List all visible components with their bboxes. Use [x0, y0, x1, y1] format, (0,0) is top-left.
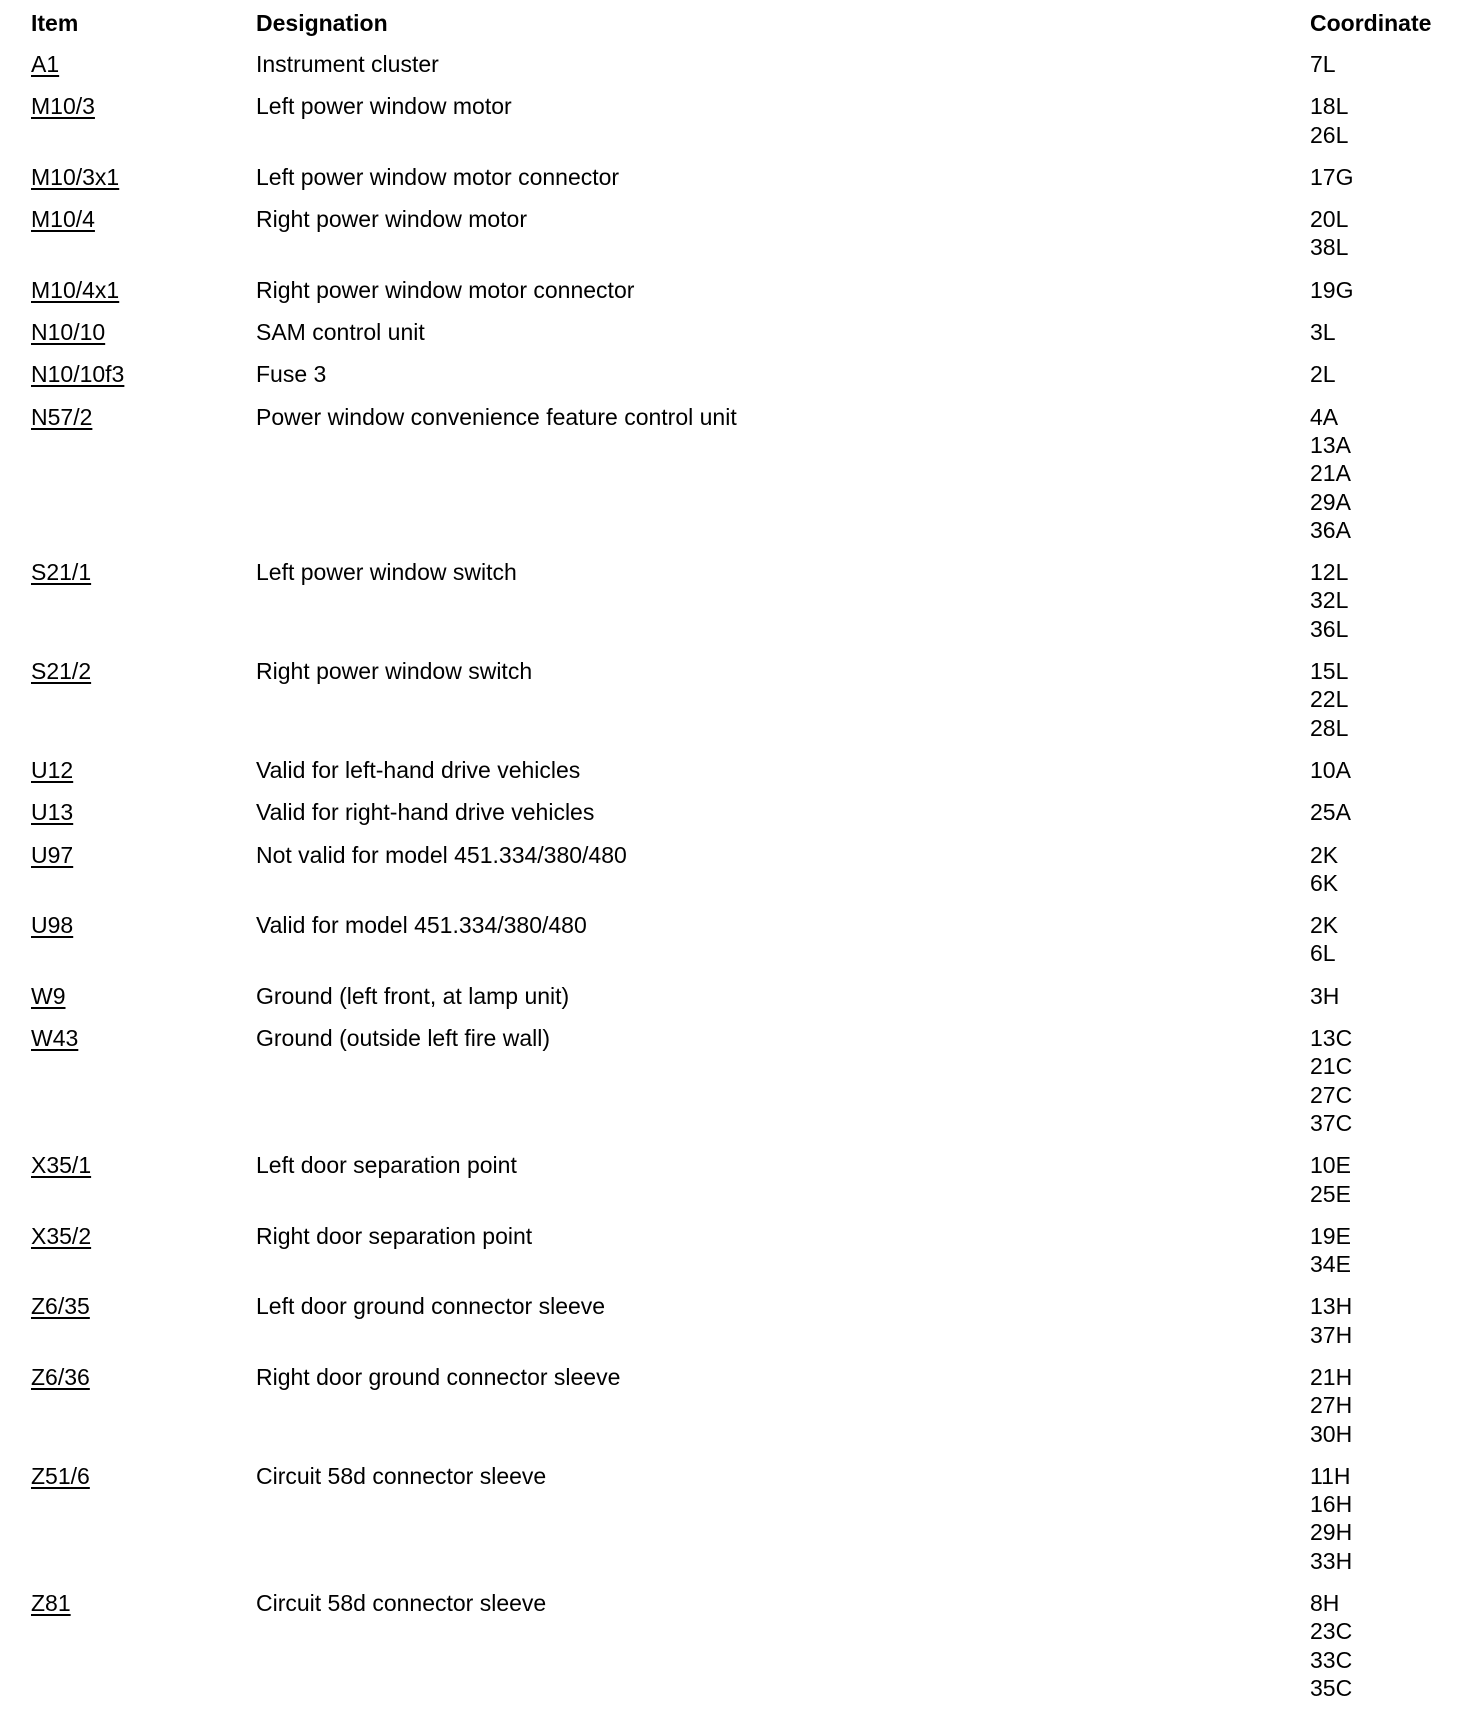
designation-text: Left door separation point — [256, 1152, 517, 1179]
item-link[interactable]: Z81 — [31, 1590, 71, 1617]
designation-text: Right power window motor connector — [256, 276, 635, 303]
designation-text: Left power window motor — [256, 93, 512, 120]
item-link[interactable]: Z51/6 — [31, 1462, 90, 1489]
coordinate-list — [1310, 276, 1353, 304]
coordinate-list — [1310, 657, 1348, 742]
designation-text: Valid for model 451.334/380/480 — [256, 912, 587, 939]
coordinate-list — [1310, 982, 1339, 1010]
item-link[interactable]: N10/10 — [31, 319, 106, 346]
coordinate-value: 7L — [1310, 51, 1336, 77]
table-row — [0, 749, 1436, 791]
coordinate-value: 16H — [1310, 1491, 1353, 1518]
designation-text: Right power window motor — [256, 206, 528, 233]
coordinate-value: 35C — [1310, 1674, 1353, 1701]
coordinate-list — [1310, 1363, 1352, 1448]
coordinate-value: 29A — [1310, 488, 1351, 515]
item-link[interactable]: U12 — [31, 756, 74, 783]
coordinate-list — [1310, 360, 1336, 388]
item-link[interactable]: X35/1 — [31, 1152, 92, 1179]
coordinate-value: 13C — [1310, 1025, 1353, 1052]
coordinate-value: 29H — [1310, 1519, 1353, 1546]
coordinate-value: 21A — [1310, 460, 1351, 487]
table-row — [0, 1582, 1436, 1709]
coordinate-list — [1310, 163, 1353, 191]
table-row — [0, 85, 1436, 156]
table-row — [0, 1356, 1436, 1455]
table-row — [0, 198, 1436, 269]
item-link[interactable]: M10/4 — [31, 206, 95, 233]
coordinate-value: 25A — [1310, 799, 1351, 826]
coordinate-value: 3L — [1310, 319, 1336, 346]
table-row — [0, 650, 1436, 749]
coordinate-value: 36A — [1310, 516, 1351, 543]
coordinate-list — [1310, 798, 1351, 826]
coordinate-value: 20L — [1310, 206, 1349, 233]
coordinate-value: 6K — [1310, 869, 1339, 896]
designation-text: Valid for left-hand drive vehicles — [256, 756, 581, 783]
table-row — [0, 43, 1436, 85]
table-header — [0, 0, 1436, 43]
table-row — [0, 1017, 1436, 1144]
coordinate-value: 22L — [1310, 686, 1349, 713]
coordinate-value: 6L — [1310, 940, 1336, 967]
coordinate-value: 13A — [1310, 431, 1351, 458]
coordinate-list — [1310, 1292, 1352, 1349]
coordinate-value: 36L — [1310, 615, 1349, 642]
table-row — [0, 975, 1436, 1017]
coordinate-list — [1310, 756, 1351, 784]
coordinate-value: 25E — [1310, 1180, 1351, 1207]
coordinate-list — [1310, 92, 1348, 149]
coordinate-value: 10E — [1310, 1152, 1351, 1179]
item-link[interactable]: N10/10f3 — [31, 361, 125, 388]
coordinate-list — [1310, 50, 1336, 78]
coordinate-value: 37H — [1310, 1321, 1353, 1348]
designation-text: Left door ground connector sleeve — [256, 1293, 606, 1320]
table-row — [0, 269, 1436, 311]
table-row — [0, 834, 1436, 905]
table-row — [0, 904, 1436, 975]
coordinate-list — [1310, 911, 1338, 968]
item-link[interactable]: U97 — [31, 841, 74, 868]
table-row — [0, 1144, 1436, 1215]
coordinate-list — [1310, 841, 1338, 898]
designation-text: Not valid for model 451.334/380/480 — [256, 841, 627, 868]
item-link[interactable]: N57/2 — [31, 403, 93, 430]
coordinate-list — [1310, 1151, 1351, 1208]
coordinate-value: 12L — [1310, 559, 1349, 586]
coordinate-value: 28L — [1310, 714, 1349, 741]
designation-text: Fuse 3 — [256, 361, 327, 388]
coordinate-value: 27C — [1310, 1081, 1353, 1108]
designation-text: Ground (left front, at lamp unit) — [256, 982, 570, 1009]
coordinate-value: 33C — [1310, 1646, 1353, 1673]
designation-text: SAM control unit — [256, 319, 425, 346]
designation-text: Power window convenience feature control unit — [256, 403, 737, 430]
coordinate-value: 13H — [1310, 1293, 1353, 1320]
coordinate-value: 18L — [1310, 93, 1349, 120]
coordinate-value: 11H — [1310, 1462, 1351, 1489]
item-link[interactable]: W43 — [31, 1025, 79, 1052]
coordinate-value: 26L — [1310, 121, 1349, 148]
coordinate-value: 17G — [1310, 163, 1354, 190]
coordinate-value: 15L — [1310, 658, 1349, 685]
table-body — [0, 43, 1436, 1709]
designation-text: Ground (outside left fire wall) — [256, 1025, 551, 1052]
item-link[interactable]: A1 — [31, 51, 60, 77]
designation-text: Right power window switch — [256, 658, 533, 685]
coordinate-value: 37C — [1310, 1109, 1353, 1136]
table-row — [0, 1455, 1436, 1582]
coordinate-value: 4A — [1310, 403, 1339, 430]
table-row — [0, 1285, 1436, 1356]
coordinate-list — [1310, 205, 1348, 262]
coordinate-value: 8H — [1310, 1590, 1340, 1617]
coordinate-value: 2L — [1310, 361, 1336, 388]
coordinate-value: 23C — [1310, 1618, 1353, 1645]
coordinate-value: 19G — [1310, 276, 1354, 303]
coordinate-list — [1310, 403, 1351, 544]
item-link[interactable]: Z6/36 — [31, 1363, 90, 1390]
table-row — [0, 791, 1436, 833]
designation-text: Left power window motor connector — [256, 163, 620, 190]
coordinate-value: 21H — [1310, 1363, 1353, 1390]
table-row — [0, 311, 1436, 353]
coordinate-list — [1310, 318, 1336, 346]
table-row — [0, 396, 1436, 551]
item-link[interactable]: U13 — [31, 799, 74, 826]
item-link[interactable]: U98 — [31, 912, 74, 939]
coordinate-value: 32L — [1310, 587, 1349, 614]
table-row — [0, 353, 1436, 395]
coordinate-value: 19E — [1310, 1222, 1351, 1249]
coordinate-list — [1310, 1222, 1351, 1279]
coordinate-value: 3H — [1310, 982, 1340, 1009]
coordinate-list — [1310, 1589, 1352, 1702]
table-row — [0, 156, 1436, 198]
designation-text: Right door ground connector sleeve — [256, 1363, 621, 1390]
coordinate-list — [1310, 558, 1348, 643]
item-link[interactable]: M10/4x1 — [31, 276, 120, 303]
designation-text: Instrument cluster — [256, 51, 439, 77]
item-link[interactable]: M10/3x1 — [31, 163, 120, 190]
item-link[interactable]: Z6/35 — [31, 1293, 90, 1320]
coordinate-value: 33H — [1310, 1547, 1353, 1574]
coordinate-list — [1310, 1024, 1352, 1137]
table-row — [0, 551, 1436, 650]
item-link[interactable]: M10/3 — [31, 93, 95, 120]
header-item: Item — [31, 10, 79, 36]
item-link[interactable]: X35/2 — [31, 1222, 92, 1249]
designation-text: Valid for right-hand drive vehicles — [256, 799, 595, 826]
designation-text: Left power window switch — [256, 559, 517, 586]
table-row — [0, 1215, 1436, 1286]
header-coordinates: Coordinate — [1310, 10, 1432, 36]
item-link[interactable]: S21/2 — [31, 658, 92, 685]
designation-text: Right door separation point — [256, 1222, 533, 1249]
coordinate-value: 34E — [1310, 1251, 1351, 1278]
coordinate-value: 2K — [1310, 841, 1339, 868]
coordinate-value: 38L — [1310, 234, 1349, 261]
item-link[interactable]: S21/1 — [31, 559, 92, 586]
header-designation: Designation — [256, 10, 388, 36]
coordinate-value: 2K — [1310, 912, 1339, 939]
coordinate-value: 27H — [1310, 1392, 1353, 1419]
coordinate-value: 30H — [1310, 1420, 1353, 1447]
item-link[interactable]: W9 — [31, 982, 66, 1009]
coordinate-list — [1310, 1462, 1352, 1575]
designation-text: Circuit 58d connector sleeve — [256, 1462, 547, 1489]
designation-text: Circuit 58d connector sleeve — [256, 1590, 547, 1617]
coordinate-value: 10A — [1310, 756, 1351, 783]
coordinate-value: 21C — [1310, 1053, 1353, 1080]
